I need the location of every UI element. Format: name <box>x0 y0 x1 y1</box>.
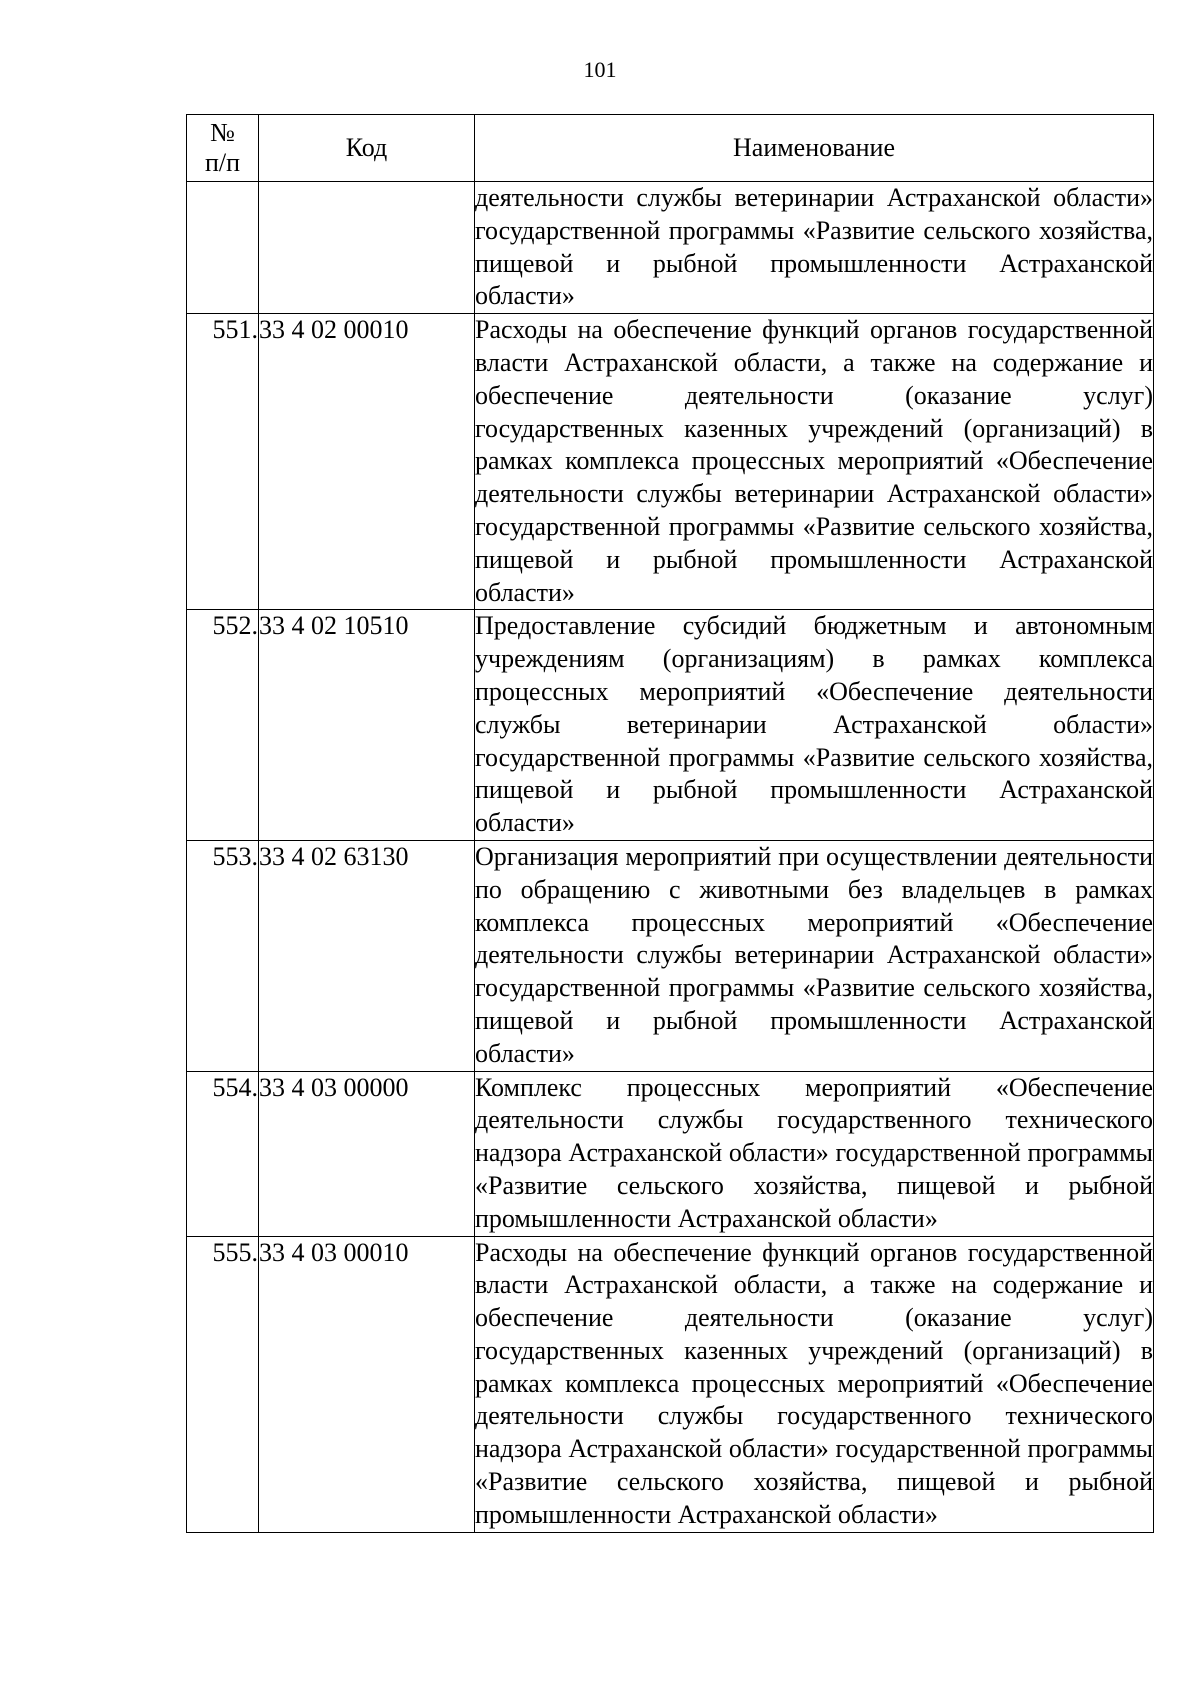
row-name: Организация мероприятий при осуществлении деятельности по обращению с животными без владельцев в рамках комплекса процессных мероприятий «Обеспечение деятельности службы ветеринарии Астраханской области» государственной программы «Развитие сельского хозяйства, пищевой и рыбной промышленности Астраханской области» <box>475 840 1154 1071</box>
table-row <box>187 1236 1154 1532</box>
table-row <box>187 610 1154 841</box>
row-number: 551. <box>187 314 259 610</box>
row-code: 33 4 02 63130 <box>259 840 475 1071</box>
row-code: 33 4 03 00010 <box>259 1236 475 1532</box>
page-number: 101 <box>583 57 617 82</box>
header-name: Наименование <box>475 115 1154 182</box>
row-number: 554. <box>187 1071 259 1236</box>
row-name: деятельности службы ветеринарии Астраханской области» государственной программы «Развитие сельского хозяйства, пищевой и рыбной промышленности Астраханской области» <box>475 182 1154 314</box>
table-row <box>187 840 1154 1071</box>
header-number <box>187 115 259 182</box>
row-name: Расходы на обеспечение функций органов государственной власти Астраханской области, а также на содержание и обеспечение деятельности (оказание услуг) государственных казенных учреждений (организаций) в рамках комплекса процессных мероприятий «Обеспечение деятельности службы государственного технического надзора Астраханской области» государственной программы «Развитие сельского хозяйства, пищевой и рыбной промышленности Астраханской области» <box>475 1236 1154 1532</box>
table-header-row <box>187 115 1154 182</box>
table-row <box>187 1071 1154 1236</box>
row-number: 553. <box>187 840 259 1071</box>
row-name: Расходы на обеспечение функций органов государственной власти Астраханской области, а также на содержание и обеспечение деятельности (оказание услуг) государственных казенных учреждений (организаций) в рамках комплекса процессных мероприятий «Обеспечение деятельности службы ветеринарии Астраханской области» государственной программы «Развитие сельского хозяйства, пищевой и рыбной промышленности Астраханской области» <box>475 314 1154 610</box>
row-code: 33 4 02 00010 <box>259 314 475 610</box>
row-number: 555. <box>187 1236 259 1532</box>
header-code: Код <box>259 115 475 182</box>
row-name: Комплекс процессных мероприятий «Обеспечение деятельности службы государственного технического надзора Астраханской области» государственной программы «Развитие сельского хозяйства, пищевой и рыбной промышленности Астраханской области» <box>475 1071 1154 1236</box>
table-row <box>187 314 1154 610</box>
row-code: 33 4 02 10510 <box>259 610 475 841</box>
header-number-symbol: № <box>210 118 235 147</box>
row-code <box>259 182 475 314</box>
table-row <box>187 182 1154 314</box>
budget-classification-table <box>186 114 1154 1533</box>
row-number: 552. <box>187 610 259 841</box>
header-number-abbr: п/п <box>204 148 241 177</box>
row-code: 33 4 03 00000 <box>259 1071 475 1236</box>
row-number <box>187 182 259 314</box>
row-name: Предоставление субсидий бюджетным и автономным учреждениям (организациям) в рамках комплекса процессных мероприятий «Обеспечение деятельности службы ветеринарии Астраханской области» государственной программы «Развитие сельского хозяйства, пищевой и рыбной промышленности Астраханской области» <box>475 610 1154 841</box>
